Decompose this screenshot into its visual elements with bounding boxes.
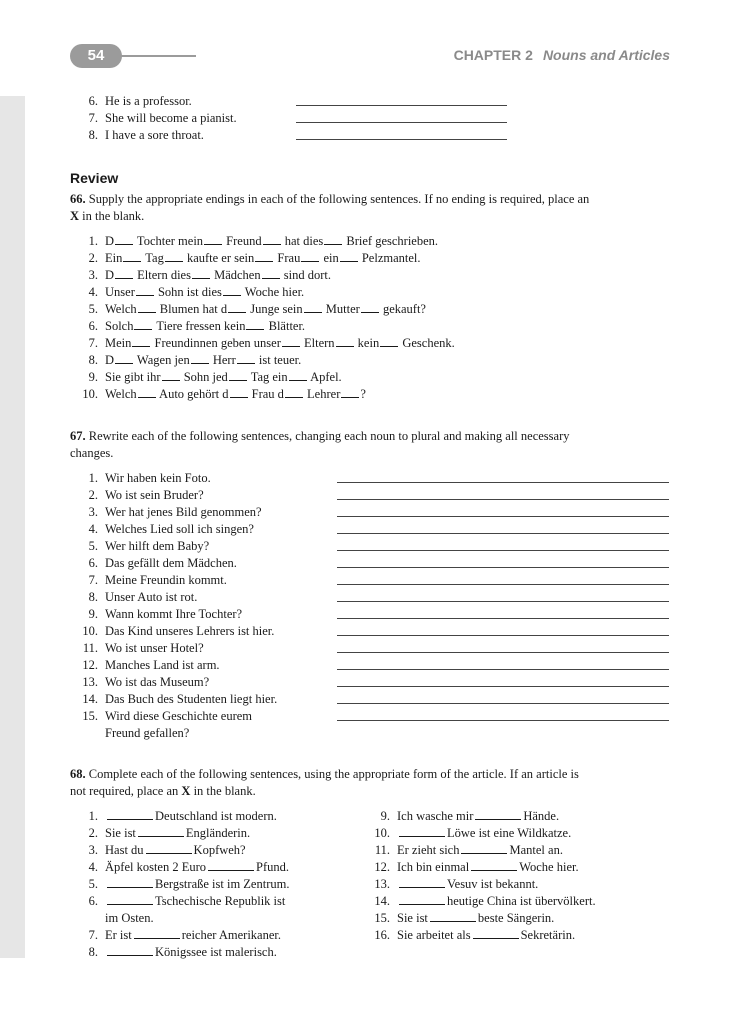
instruction-line-1: Complete each of the following sentences, using the appropriate form of the article. If an article is xyxy=(88,767,579,781)
item-number: 13. xyxy=(374,877,390,891)
instruction-line-2b: in the blank. xyxy=(190,784,256,798)
article-blank[interactable] xyxy=(107,944,153,956)
sentence-fragment: Junge sein xyxy=(247,302,303,316)
ending-blank[interactable] xyxy=(304,301,322,313)
item-number: 2. xyxy=(88,826,98,840)
item-number: 6. xyxy=(88,319,98,333)
exercise-number: 67. xyxy=(70,429,86,443)
item-number: 2. xyxy=(88,488,98,502)
sentence-fragment: ? xyxy=(360,387,366,401)
list-item xyxy=(368,876,538,893)
ending-blank[interactable] xyxy=(340,250,358,262)
sentence-fragment: kaufte er sein xyxy=(183,251,255,265)
list-item xyxy=(76,927,281,944)
item-text: Freund gefallen? xyxy=(105,726,190,740)
list-item xyxy=(76,606,242,623)
article-blank[interactable] xyxy=(107,808,153,820)
item-number: 4. xyxy=(88,285,98,299)
ending-blank[interactable] xyxy=(336,335,354,347)
exercise-66-instruction-cont xyxy=(70,208,670,225)
article-blank[interactable] xyxy=(138,825,184,837)
sentence-fragment: Lehrer xyxy=(303,387,341,401)
sentence-fragment: D xyxy=(105,234,115,248)
exercise-67-instruction xyxy=(70,428,670,445)
page-header xyxy=(0,0,737,80)
list-item-continuation xyxy=(105,910,154,927)
ending-blank[interactable] xyxy=(115,267,133,279)
list-item xyxy=(76,318,305,335)
list-item xyxy=(76,250,421,267)
item-text: Das Kind unseres Lehrers ist hier. xyxy=(105,624,275,638)
list-item-continuation xyxy=(105,725,189,742)
sentence-fragment: Solch xyxy=(105,319,134,333)
ending-blank[interactable] xyxy=(115,352,133,364)
ending-blank[interactable] xyxy=(228,301,246,313)
item-number: 12. xyxy=(374,860,390,874)
sentence-after: Pfund. xyxy=(256,860,290,874)
answer-line[interactable] xyxy=(337,550,669,551)
item-number: 9. xyxy=(88,607,98,621)
list-item xyxy=(76,504,262,521)
list-item xyxy=(76,859,289,876)
list-item xyxy=(76,521,254,538)
sentence-before: Sie ist xyxy=(105,826,136,840)
item-text: He is a professor. xyxy=(105,94,192,108)
chapter-heading xyxy=(454,47,670,63)
list-item xyxy=(76,623,274,640)
answer-line[interactable] xyxy=(337,720,669,721)
ending-blank[interactable] xyxy=(262,267,280,279)
answer-line[interactable] xyxy=(337,635,669,636)
ending-blank[interactable] xyxy=(324,233,342,245)
list-item xyxy=(76,538,209,555)
sentence-after: Königssee ist malerisch. xyxy=(155,945,277,959)
list-item xyxy=(76,825,250,842)
ending-blank[interactable] xyxy=(230,386,248,398)
sentence-fragment: Mutter xyxy=(322,302,360,316)
list-item xyxy=(76,386,366,403)
sentence-fragment: Tochter mein xyxy=(134,234,204,248)
article-blank[interactable] xyxy=(430,910,476,922)
ending-blank[interactable] xyxy=(285,386,303,398)
sentence-fragment: Pelzmantel. xyxy=(358,251,421,265)
list-item xyxy=(76,876,289,893)
item-text: Wo ist das Museum? xyxy=(105,675,210,689)
instruction-line-2: in the blank. xyxy=(79,209,145,223)
sentence-fragment: sind dort. xyxy=(280,268,331,282)
ending-blank[interactable] xyxy=(246,318,264,330)
item-number: 8. xyxy=(88,945,98,959)
ending-blank[interactable] xyxy=(223,284,241,296)
sentence-after: Tschechische Republik ist xyxy=(155,894,286,908)
list-item xyxy=(76,555,237,572)
list-item xyxy=(76,674,209,691)
page-edge-strip xyxy=(0,96,25,958)
exercise-number: 68. xyxy=(70,767,86,781)
sentence-fragment: Welch xyxy=(105,302,137,316)
article-blank[interactable] xyxy=(471,859,517,871)
item-number: 14. xyxy=(374,894,390,908)
item-number: 12. xyxy=(82,658,98,672)
answer-line[interactable] xyxy=(337,686,669,687)
item-number: 5. xyxy=(88,302,98,316)
list-item xyxy=(76,93,192,110)
item-text: Manches Land ist arm. xyxy=(105,658,220,672)
sentence-fragment: Tiere fressen kein xyxy=(153,319,246,333)
sentence-after: beste Sängerin. xyxy=(477,911,555,925)
answer-line[interactable] xyxy=(337,584,669,585)
sentence-fragment: D xyxy=(105,353,115,367)
chapter-title: Nouns and Articles xyxy=(542,47,670,63)
sentence-after: Woche hier. xyxy=(519,860,579,874)
sentence-before: Hast du xyxy=(105,843,144,857)
sentence-fragment: Apfel. xyxy=(307,370,342,384)
ending-blank[interactable] xyxy=(237,352,255,364)
answer-line[interactable] xyxy=(337,618,669,619)
sentence-before: Er ist xyxy=(105,928,132,942)
item-number: 8. xyxy=(88,590,98,604)
item-number: 2. xyxy=(88,251,98,265)
ending-blank[interactable] xyxy=(282,335,300,347)
list-item xyxy=(76,369,342,386)
list-item xyxy=(76,572,227,589)
article-blank[interactable] xyxy=(208,859,254,871)
article-blank[interactable] xyxy=(107,876,153,888)
sentence-fragment: Tag ein xyxy=(247,370,288,384)
article-blank[interactable] xyxy=(146,842,192,854)
item-text: I have a sore throat. xyxy=(105,128,204,142)
sentence-fragment: Blätter. xyxy=(265,319,306,333)
article-blank[interactable] xyxy=(473,927,519,939)
answer-line[interactable] xyxy=(337,652,669,653)
sentence-fragment: Ein xyxy=(105,251,123,265)
ending-blank[interactable] xyxy=(361,301,379,313)
sentence-fragment: Freundinnen geben unser xyxy=(151,336,281,350)
answer-line[interactable] xyxy=(296,139,507,140)
item-text: Unser Auto ist rot. xyxy=(105,590,198,604)
item-number: 1. xyxy=(88,809,98,823)
article-blank[interactable] xyxy=(461,842,507,854)
item-number: 5. xyxy=(88,539,98,553)
item-text: Wer hat jenes Bild genommen? xyxy=(105,505,262,519)
item-number: 14. xyxy=(82,692,98,706)
ending-blank[interactable] xyxy=(192,267,210,279)
list-item xyxy=(76,842,246,859)
sentence-before: Ich bin einmal xyxy=(397,860,470,874)
item-text: Wird diese Geschichte eurem xyxy=(105,709,253,723)
sentence-fragment: Woche hier. xyxy=(241,285,305,299)
item-number: 8. xyxy=(88,353,98,367)
item-number: 3. xyxy=(88,505,98,519)
item-number: 4. xyxy=(88,522,98,536)
item-text: Wo ist unser Hotel? xyxy=(105,641,204,655)
sentence-before: Ich wasche mir xyxy=(397,809,474,823)
list-item xyxy=(368,910,554,927)
sentence-fragment: Welch xyxy=(105,387,137,401)
item-text: Wer hilft dem Baby? xyxy=(105,539,210,553)
ending-blank[interactable] xyxy=(255,250,273,262)
list-item xyxy=(368,927,575,944)
item-number: 11. xyxy=(374,843,390,857)
item-text: Welches Lied soll ich singen? xyxy=(105,522,254,536)
chapter-label: CHAPTER 2 xyxy=(453,47,533,63)
answer-line[interactable] xyxy=(296,105,507,106)
item-number: 7. xyxy=(88,111,98,125)
list-item xyxy=(368,859,579,876)
ending-blank[interactable] xyxy=(341,386,359,398)
sentence-fragment: Mein xyxy=(105,336,132,350)
list-item xyxy=(76,127,204,144)
list-item xyxy=(76,944,277,961)
list-item xyxy=(76,352,301,369)
exercise-67-instruction-cont xyxy=(70,445,670,462)
list-item xyxy=(76,487,204,504)
instruction-line-1: Rewrite each of the following sentences, changing each noun to plural and making all necessary xyxy=(88,429,570,443)
ending-blank[interactable] xyxy=(138,386,156,398)
list-item xyxy=(76,691,277,708)
sentence-after: reicher Amerikaner. xyxy=(181,928,281,942)
answer-line[interactable] xyxy=(337,601,669,602)
item-number: 6. xyxy=(88,894,98,908)
sentence-fragment: Eltern dies xyxy=(134,268,191,282)
sentence-fragment: kein xyxy=(354,336,380,350)
ending-blank[interactable] xyxy=(134,318,152,330)
sentence-fragment: Mädchen xyxy=(210,268,261,282)
list-item xyxy=(76,893,285,910)
ending-blank[interactable] xyxy=(165,250,183,262)
sentence-before: Äpfel kosten 2 Euro xyxy=(105,860,207,874)
item-text: She will become a pianist. xyxy=(105,111,237,125)
list-item xyxy=(76,110,237,127)
list-item xyxy=(76,284,304,301)
exercise-66-instruction xyxy=(70,191,670,208)
sentence-after: Mantel an. xyxy=(509,843,563,857)
page-number-badge: 54 xyxy=(70,44,122,68)
ending-blank[interactable] xyxy=(132,335,150,347)
sentence-fragment: gekauft? xyxy=(379,302,426,316)
ending-blank[interactable] xyxy=(123,250,141,262)
sentence-after: Bergstraße ist im Zentrum. xyxy=(155,877,290,891)
instruction-x-mark: X xyxy=(70,209,80,223)
item-number: 4. xyxy=(88,860,98,874)
answer-line[interactable] xyxy=(337,499,669,500)
sentence-fragment: ein xyxy=(320,251,339,265)
answer-line[interactable] xyxy=(296,122,507,123)
item-text: Das gefällt dem Mädchen. xyxy=(105,556,237,570)
sentence-fragment: Sie gibt ihr xyxy=(105,370,161,384)
item-number: 11. xyxy=(82,641,98,655)
list-item xyxy=(76,708,252,725)
instruction-line-2: changes. xyxy=(70,446,114,460)
sentence-before: Er zieht sich xyxy=(397,843,460,857)
ending-blank[interactable] xyxy=(289,369,307,381)
sentence-fragment: Brief geschrieben. xyxy=(343,234,439,248)
item-number: 15. xyxy=(374,911,390,925)
sentence-fragment: Geschenk. xyxy=(399,336,455,350)
answer-line[interactable] xyxy=(337,482,669,483)
item-number: 16. xyxy=(374,928,390,942)
sentence-fragment: Frau xyxy=(274,251,301,265)
item-number: 7. xyxy=(88,573,98,587)
ending-blank[interactable] xyxy=(204,233,222,245)
sentence-after: Löwe ist eine Wildkatze. xyxy=(447,826,572,840)
exercise-number: 66. xyxy=(70,192,86,206)
answer-line[interactable] xyxy=(337,703,669,704)
sentence-before: Sie ist xyxy=(397,911,428,925)
article-blank[interactable] xyxy=(134,927,180,939)
sentence-after: Hände. xyxy=(523,809,560,823)
list-item xyxy=(368,842,563,859)
list-item xyxy=(76,589,197,606)
sentence-after: heutige China ist übervölkert. xyxy=(447,894,596,908)
item-number: 13. xyxy=(82,675,98,689)
sentence-fragment: ist teuer. xyxy=(255,353,302,367)
item-number: 7. xyxy=(88,928,98,942)
item-text: Wo ist sein Bruder? xyxy=(105,488,204,502)
sentence-fragment: Unser xyxy=(105,285,135,299)
item-number: 6. xyxy=(88,94,98,108)
item-text: Das Buch des Studenten liegt hier. xyxy=(105,692,278,706)
exercise-68-instruction-cont xyxy=(70,783,670,800)
item-text: Wir haben kein Foto. xyxy=(105,471,211,485)
item-number: 7. xyxy=(88,336,98,350)
sentence-fragment: Freund xyxy=(223,234,262,248)
list-item xyxy=(76,470,211,487)
sentence-fragment: Wagen jen xyxy=(134,353,190,367)
sentence-fragment: D xyxy=(105,268,115,282)
ending-blank[interactable] xyxy=(229,369,247,381)
sentence-fragment: Herr xyxy=(209,353,236,367)
sentence-after: Sekretärin. xyxy=(520,928,576,942)
item-number: 3. xyxy=(88,268,98,282)
sentence-fragment: Frau d xyxy=(248,387,284,401)
instruction-line-1: Supply the appropriate endings in each of the following sentences. If no ending is required, place an xyxy=(88,192,590,206)
item-number: 5. xyxy=(88,877,98,891)
answer-line[interactable] xyxy=(337,516,669,517)
item-number: 10. xyxy=(82,624,98,638)
sentence-fragment: Eltern xyxy=(300,336,335,350)
list-item xyxy=(76,657,220,674)
answer-line[interactable] xyxy=(337,567,669,568)
list-item xyxy=(368,808,559,825)
sentence-after: Deutschland ist modern. xyxy=(155,809,277,823)
item-number: 9. xyxy=(380,809,390,823)
item-number: 3. xyxy=(88,843,98,857)
list-item xyxy=(368,825,571,842)
item-text: im Osten. xyxy=(105,911,154,925)
item-number: 9. xyxy=(88,370,98,384)
list-item xyxy=(76,808,277,825)
list-item xyxy=(76,233,438,250)
list-item xyxy=(76,301,426,318)
item-number: 6. xyxy=(88,556,98,570)
sentence-fragment: Sohn jed xyxy=(180,370,228,384)
article-blank[interactable] xyxy=(107,893,153,905)
ending-blank[interactable] xyxy=(162,369,180,381)
sentence-after: Kopfweh? xyxy=(193,843,246,857)
ending-blank[interactable] xyxy=(138,301,156,313)
list-item xyxy=(76,267,331,284)
item-number: 15. xyxy=(82,709,98,723)
sentence-after: Engländerin. xyxy=(185,826,251,840)
ending-blank[interactable] xyxy=(136,284,154,296)
answer-line[interactable] xyxy=(337,669,669,670)
sentence-fragment: Sohn ist dies xyxy=(154,285,222,299)
list-item xyxy=(76,640,204,657)
ending-blank[interactable] xyxy=(380,335,398,347)
item-number: 10. xyxy=(374,826,390,840)
instruction-line-2a: not required, place an xyxy=(70,784,182,798)
item-number: 10. xyxy=(82,387,98,401)
sentence-fragment: Tag xyxy=(142,251,164,265)
item-number: 1. xyxy=(88,234,98,248)
answer-line[interactable] xyxy=(337,533,669,534)
ending-blank[interactable] xyxy=(263,233,281,245)
sentence-after: Vesuv ist bekannt. xyxy=(447,877,539,891)
sentence-fragment: Blumen hat d xyxy=(156,302,228,316)
header-rule xyxy=(118,55,196,57)
item-text: Wann kommt Ihre Tochter? xyxy=(105,607,243,621)
ending-blank[interactable] xyxy=(115,233,133,245)
item-number: 8. xyxy=(88,128,98,142)
ending-blank[interactable] xyxy=(301,250,319,262)
sentence-before: Sie arbeitet als xyxy=(397,928,471,942)
exercise-68-instruction xyxy=(70,766,670,783)
article-blank[interactable] xyxy=(399,893,445,905)
list-item xyxy=(76,335,455,352)
article-blank[interactable] xyxy=(399,825,445,837)
ending-blank[interactable] xyxy=(191,352,209,364)
section-title-review: Review xyxy=(70,170,119,186)
instruction-x-mark: X xyxy=(181,784,191,798)
item-number: 1. xyxy=(88,471,98,485)
sentence-fragment: hat dies xyxy=(281,234,324,248)
list-item xyxy=(368,893,596,910)
article-blank[interactable] xyxy=(475,808,521,820)
article-blank[interactable] xyxy=(399,876,445,888)
item-text: Meine Freundin kommt. xyxy=(105,573,227,587)
sentence-fragment: Auto gehört d xyxy=(156,387,229,401)
